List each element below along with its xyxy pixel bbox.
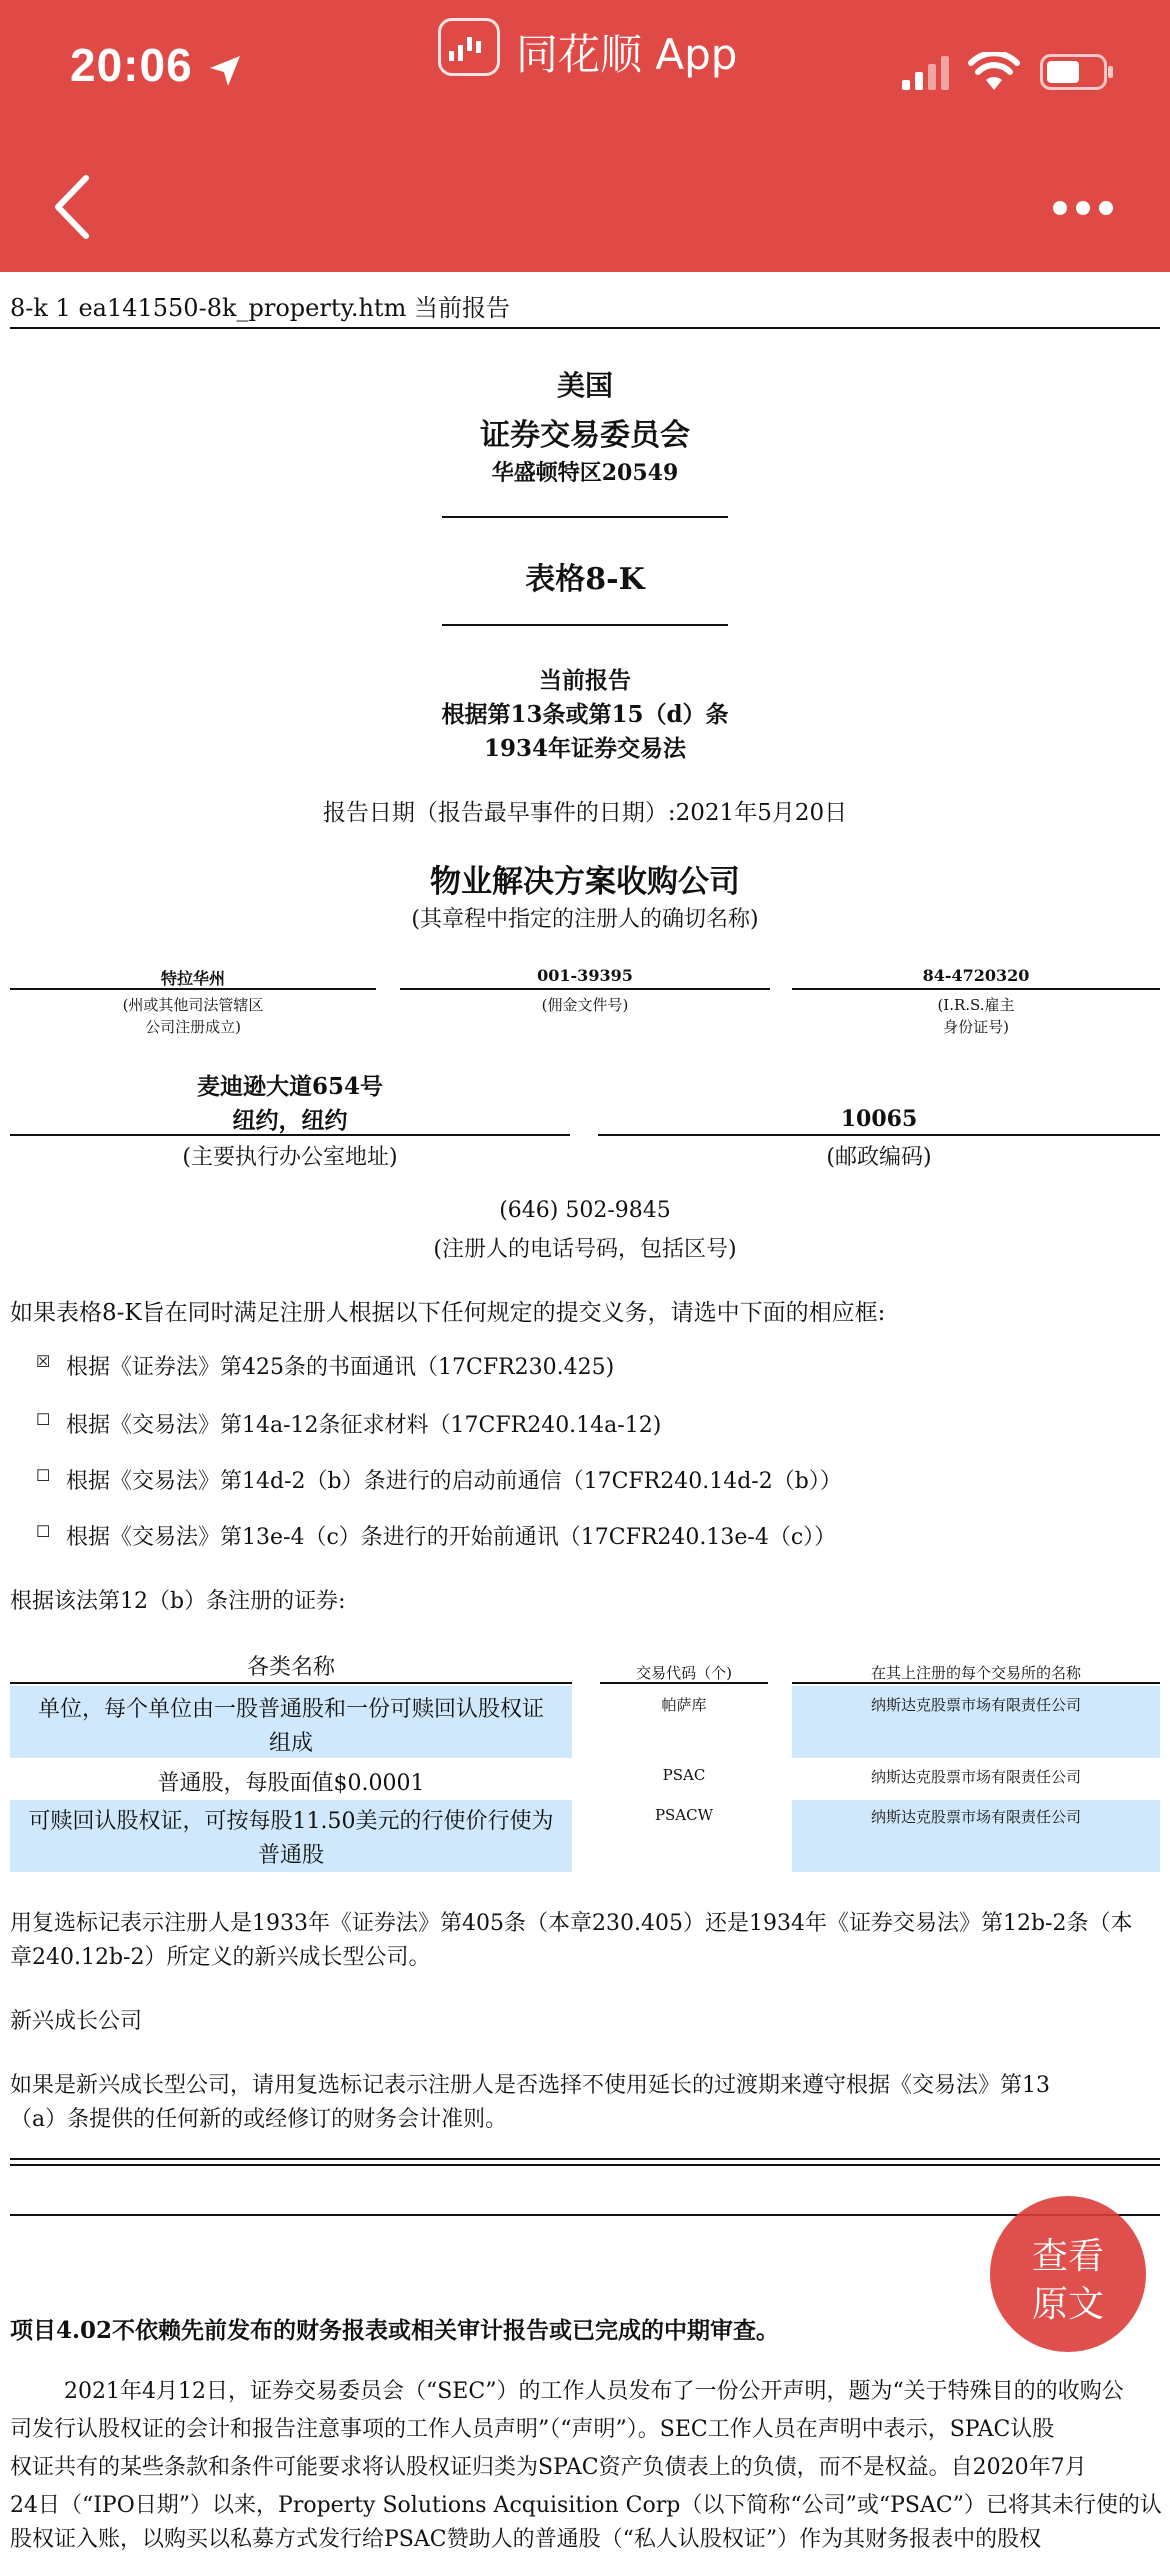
state-caption-2: 公司注册成立) (145, 1018, 241, 1036)
zip-code: 10065 (840, 1106, 918, 1132)
egc-text: （a）条提供的任何新的或经修订的财务会计准则。 (10, 2107, 508, 2132)
checkbox-mark: ☒ (36, 1352, 51, 1371)
table-cell-name: 单位，每个单位由一股普通股和一份可赎回认股权证 (37, 1697, 544, 1722)
table-header-name: 各类名称 (246, 1655, 335, 1680)
header-country: 美国 (556, 369, 613, 402)
registrant-name: 物业解决方案收购公司 (430, 864, 740, 900)
file-line: 8-k 1 ea141550-8k_property.htm 当前报告 (10, 294, 510, 322)
form-title: 表格8-K (525, 562, 645, 597)
state-caption: (州或其他司法管辖区 (122, 996, 264, 1014)
checkbox-label: 根据《证券法》第425条的书面通讯（17CFR230.425) (66, 1355, 615, 1380)
table-cell-symbol: PSAC (662, 1766, 706, 1784)
file-number-caption: (佣金文件号) (541, 996, 629, 1014)
phone-number: (646) 502-9845 (499, 1198, 671, 1223)
address-caption: (主要执行办公室地址) (182, 1145, 398, 1170)
egc-text: 如果是新兴成长型公司，请用复选标记表示注册人是否选择不使用延长的过渡期来遵守根据《交易法》第13 (10, 2073, 1050, 2098)
checkbox-mark: ☐ (36, 1410, 51, 1429)
securities-intro: 根据该法第12（b）条注册的证券: (10, 1589, 346, 1614)
item-title: 项目4.02不依赖先前发布的财务报表或相关审计报告或已完成的中期审查。 (10, 2317, 780, 2344)
table-cell-name: 普通股 (257, 1843, 324, 1868)
cellular-signal-icon (902, 56, 952, 90)
egc-text: 章240.12b-2）所定义的新兴成长型公司。 (10, 1945, 431, 1970)
table-cell-symbol: 帕萨库 (661, 1696, 707, 1714)
irs-id-caption-2: 身份证号) (943, 1018, 1009, 1036)
checkbox-intro: 如果表格8-K旨在同时满足注册人根据以下任何规定的提交义务，请选中下面的相应框: (10, 1300, 886, 1326)
divider (600, 1682, 768, 1684)
report-line-1: 当前报告 (539, 667, 631, 694)
wifi-icon (968, 52, 1020, 92)
table-cell-exchange: 纳斯达克股票市场有限责任公司 (870, 1768, 1081, 1786)
divider (442, 516, 728, 518)
view-original-button[interactable] (990, 2196, 1146, 2352)
divider (10, 1134, 570, 1136)
table-header-exchange: 在其上注册的每个交易所的名称 (870, 1664, 1081, 1682)
divider (400, 988, 770, 990)
irs-id-caption: (I.R.S.雇主 (937, 996, 1015, 1014)
divider (10, 988, 376, 990)
address-line-1: 麦迪逊大道654号 (196, 1073, 383, 1100)
view-original-label-1: 查看 (1031, 2236, 1104, 2277)
divider (792, 1682, 1160, 1684)
table-cell-name: 可赎回认股权证，可按每股11.50美元的行使价行使为 (28, 1809, 554, 1834)
view-original-label-2: 原文 (1031, 2284, 1104, 2325)
irs-id-value: 84-4720320 (922, 966, 1030, 985)
table-cell-exchange: 纳斯达克股票市场有限责任公司 (870, 1808, 1081, 1826)
phone-caption: (注册人的电话号码，包括区号) (433, 1237, 737, 1262)
body-line: 司发行认股权证的会计和报告注意事项的工作人员声明”（“声明”）。SEC工作人员在声明中表示，SPAC认股 (10, 2417, 1055, 2442)
checkbox-label: 根据《交易法》第13e-4（c）条进行的开始前通讯（17CFR240.13e-4（c）） (66, 1525, 837, 1550)
state-value: 特拉华州 (160, 969, 225, 988)
registrant-caption: (其章程中指定的注册人的确切名称) (411, 907, 759, 932)
report-line-3: 1934年证券交易法 (483, 735, 686, 762)
report-date: 报告日期（报告最早事件的日期）:2021年5月20日 (322, 800, 848, 826)
table-cell-name: 普通股，每股面值$0.0001 (157, 1771, 425, 1796)
divider (442, 624, 728, 626)
body-line: 24日（“IPO日期”）以来，Property Solutions Acquisition Corp（以下简称“公司”或“PSAC”）已将其未行使的认 (10, 2493, 1162, 2518)
divider (10, 2158, 1160, 2160)
report-line-2: 根据第13条或第15（d）条 (441, 701, 729, 728)
address-line-2: 纽约，纽约 (232, 1107, 348, 1134)
body-line: 2021年4月12日，证券交易委员会（“SEC”）的工作人员发布了一份公开声明，题为“关于特殊目的的收购公 (64, 2379, 1124, 2404)
checkbox-mark: ☐ (36, 1522, 51, 1541)
table-cell-symbol: PSACW (654, 1806, 714, 1824)
checkbox-mark: ☐ (36, 1466, 51, 1485)
app-logo-icon (438, 18, 500, 76)
file-number-value: 001-39395 (537, 966, 633, 985)
table-cell-exchange: 纳斯达克股票市场有限责任公司 (870, 1696, 1081, 1714)
divider (10, 2214, 1160, 2216)
checkbox-label: 根据《交易法》第14d-2（b）条进行的启动前通信（17CFR240.14d-2（b）） (66, 1469, 842, 1494)
divider (10, 2164, 1160, 2166)
location-arrow-icon (208, 54, 242, 88)
body-line: 股权证入账，以购买以私募方式发行给PSAC赞助人的普通股（“私人认股权证”）作为其财务报表中的股权 (10, 2527, 1042, 2552)
divider (598, 1134, 1160, 1136)
header-city: 华盛顿特区20549 (491, 460, 679, 486)
more-button[interactable] (1050, 196, 1116, 220)
divider (792, 988, 1160, 990)
egc-text: 用复选标记表示注册人是1933年《证券法》第405条（本章230.405）还是1934年《证券交易法》第12b-2条（本 (10, 1911, 1133, 1936)
divider (10, 1682, 572, 1684)
top-bar (0, 0, 1170, 272)
body-line: 权证共有的某些条款和条件可能要求将认股权证归类为SPAC资产负债表上的负债，而不是权益。自2020年7月 (10, 2455, 1087, 2480)
table-header-symbol: 交易代码（个) (636, 1664, 732, 1682)
egc-label: 新兴成长公司 (10, 2009, 143, 2034)
zip-caption: (邮政编码) (826, 1145, 932, 1170)
app-name: 同花顺 App (516, 30, 738, 79)
divider (10, 327, 1160, 329)
table-cell-name: 组成 (268, 1731, 313, 1756)
back-button[interactable] (48, 172, 98, 242)
checkbox-label: 根据《交易法》第14a-12条征求材料（17CFR240.14a-12) (66, 1413, 662, 1438)
status-time: 20:06 (70, 39, 193, 91)
header-agency: 证券交易委员会 (480, 418, 690, 453)
battery-icon (1040, 54, 1114, 90)
